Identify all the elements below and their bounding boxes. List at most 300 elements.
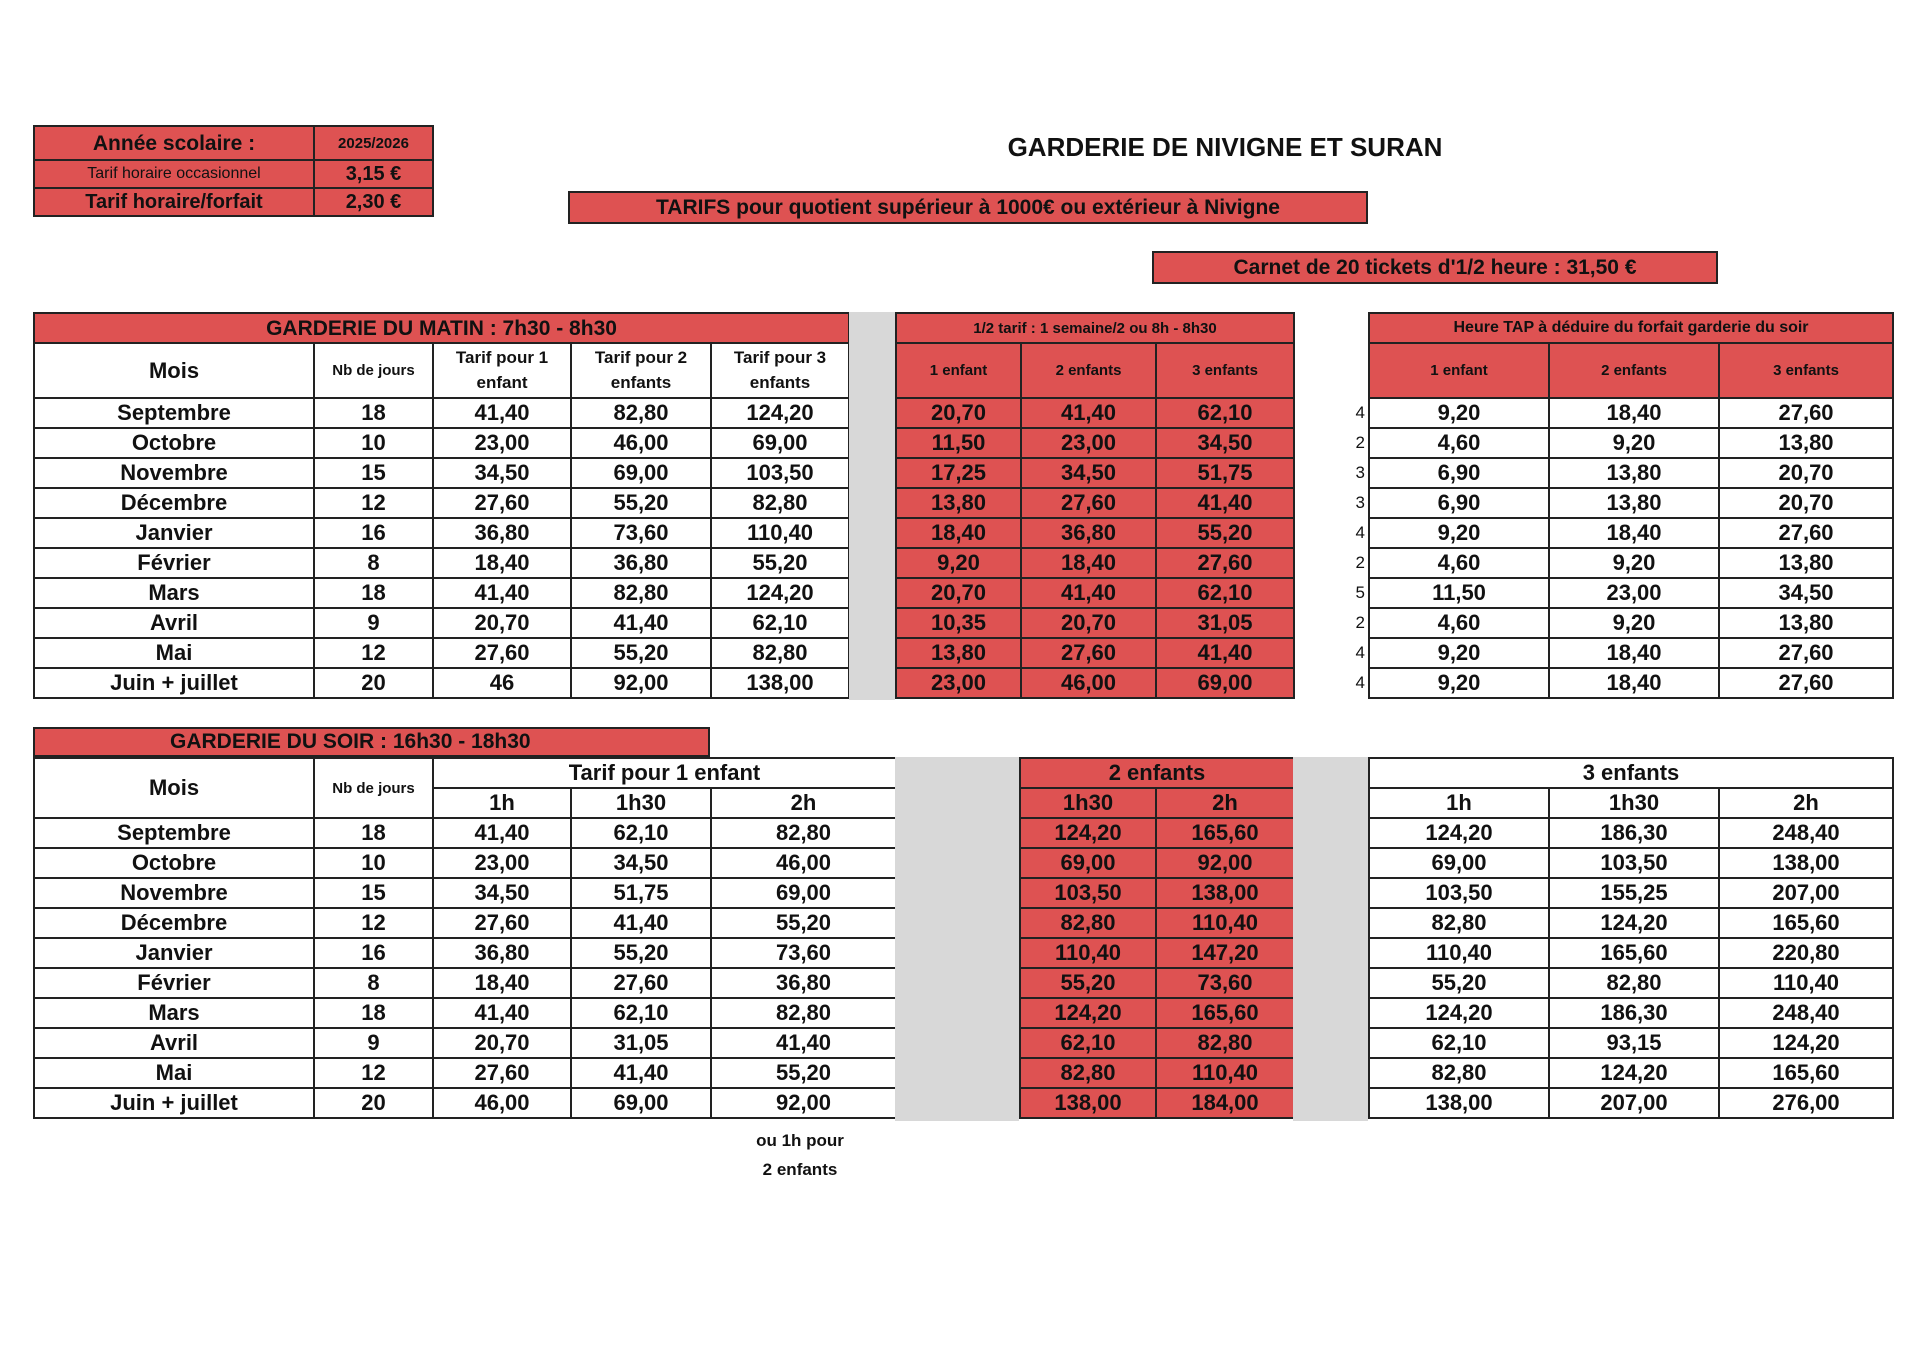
table-row xyxy=(1369,1088,1893,1118)
table-row xyxy=(896,548,1294,578)
table-cell: 18,40 xyxy=(1549,398,1719,428)
table-cell: 110,40 xyxy=(1020,938,1156,968)
table-cell: 4,60 xyxy=(1369,608,1549,638)
table-row xyxy=(34,518,849,548)
table-row xyxy=(34,938,896,968)
matin-table xyxy=(33,312,850,699)
table-cell: 41,40 xyxy=(433,578,571,608)
table-cell: 9,20 xyxy=(1549,548,1719,578)
table-cell: 36,80 xyxy=(1021,518,1156,548)
table-cell: 9 xyxy=(314,608,433,638)
tarif-occ-value: 3,15 € xyxy=(314,160,433,188)
table-row xyxy=(34,1088,896,1118)
table-cell: 27,60 xyxy=(1719,518,1893,548)
table-row xyxy=(1369,818,1893,848)
table-cell: 10 xyxy=(314,848,433,878)
table-cell: 155,25 xyxy=(1549,878,1719,908)
soir-table xyxy=(33,757,897,1119)
tap-count: 4 xyxy=(1355,523,1365,542)
tap-count: 4 xyxy=(1355,643,1365,662)
table-cell: 62,10 xyxy=(571,998,711,1028)
table-cell: 12 xyxy=(314,488,433,518)
soir3-title: 3 enfants xyxy=(1369,758,1893,788)
table-cell: 9 xyxy=(314,1028,433,1058)
table-row xyxy=(34,458,849,488)
table-cell: 276,00 xyxy=(1719,1088,1893,1118)
tap-count: 2 xyxy=(1355,433,1365,452)
table-cell: 13,80 xyxy=(1549,488,1719,518)
demi-header-3: 3 enfants xyxy=(1156,343,1294,398)
table-cell: Mars xyxy=(34,578,314,608)
table-row xyxy=(34,998,896,1028)
table-cell: 41,40 xyxy=(571,908,711,938)
table-cell: 62,10 xyxy=(711,608,849,638)
table-cell: 62,10 xyxy=(1020,1028,1156,1058)
matin-header-1: Tarif pour 1 enfant xyxy=(433,343,571,398)
table-cell: 9,20 xyxy=(1549,428,1719,458)
table-cell: 46,00 xyxy=(711,848,896,878)
table-row xyxy=(34,548,849,578)
table-cell: 138,00 xyxy=(1719,848,1893,878)
table-row xyxy=(34,908,896,938)
table-cell: 69,00 xyxy=(1369,848,1549,878)
table-cell: Avril xyxy=(34,608,314,638)
table-cell: 34,50 xyxy=(1719,578,1893,608)
table-cell: Juin + juillet xyxy=(34,668,314,698)
table-cell: Janvier xyxy=(34,938,314,968)
table-cell: 13,80 xyxy=(896,638,1021,668)
table-cell: 46,00 xyxy=(433,1088,571,1118)
table-cell: 27,60 xyxy=(433,488,571,518)
table-cell: 46,00 xyxy=(571,428,711,458)
table-cell: Mars xyxy=(34,998,314,1028)
table-row xyxy=(34,488,849,518)
table-cell: 12 xyxy=(314,1058,433,1088)
matin-header-2: Tarif pour 2 enfants xyxy=(571,343,711,398)
table-row xyxy=(34,638,849,668)
soir-title: GARDERIE DU SOIR : 16h30 - 18h30 xyxy=(33,727,710,757)
table-cell: 124,20 xyxy=(711,398,849,428)
table-cell: 124,20 xyxy=(1020,818,1156,848)
table-cell: 41,40 xyxy=(433,818,571,848)
table-row xyxy=(1369,938,1893,968)
soir2-title: 2 enfants xyxy=(1020,758,1294,788)
table-row xyxy=(1369,878,1893,908)
table-cell: 55,20 xyxy=(1020,968,1156,998)
table-row xyxy=(1369,518,1893,548)
table-cell: 55,20 xyxy=(1156,518,1294,548)
tarif-forfait-label: Tarif horaire/forfait xyxy=(34,188,314,216)
table-cell: 110,40 xyxy=(1156,908,1294,938)
table-cell: 110,40 xyxy=(711,518,849,548)
table-cell: 4,60 xyxy=(1369,548,1549,578)
table-row xyxy=(1369,1028,1893,1058)
table-cell: 11,50 xyxy=(896,428,1021,458)
demi-header-1: 1 enfant xyxy=(896,343,1021,398)
table-row xyxy=(896,488,1294,518)
table-cell: 18 xyxy=(314,998,433,1028)
soir-header-tarif1: Tarif pour 1 enfant xyxy=(433,758,896,788)
soir3-table xyxy=(1368,757,1894,1119)
table-cell: 41,40 xyxy=(1156,638,1294,668)
table-cell: 165,60 xyxy=(1156,818,1294,848)
tap-header-2: 2 enfants xyxy=(1549,343,1719,398)
subtitle-banner: TARIFS pour quotient supérieur à 1000€ ou extérieur à Nivigne xyxy=(568,191,1368,224)
table-cell: 82,80 xyxy=(1156,1028,1294,1058)
table-cell: Janvier xyxy=(34,518,314,548)
table-cell: 62,10 xyxy=(1156,578,1294,608)
table-cell: 41,40 xyxy=(1156,488,1294,518)
table-cell: 51,75 xyxy=(571,878,711,908)
table-cell: 73,60 xyxy=(711,938,896,968)
table-row xyxy=(1369,458,1893,488)
table-cell: 69,00 xyxy=(1156,668,1294,698)
table-cell: 82,80 xyxy=(1020,908,1156,938)
table-cell: 9,20 xyxy=(896,548,1021,578)
soir3-header-1h30: 1h30 xyxy=(1549,788,1719,818)
table-cell: 82,80 xyxy=(1369,908,1549,938)
table-cell: 36,80 xyxy=(571,548,711,578)
table-cell: 13,80 xyxy=(1719,428,1893,458)
table-cell: 41,40 xyxy=(433,998,571,1028)
table-cell: 165,60 xyxy=(1719,908,1893,938)
table-cell: 69,00 xyxy=(1020,848,1156,878)
table-cell: 18,40 xyxy=(1549,668,1719,698)
table-cell: 12 xyxy=(314,908,433,938)
table-cell: 124,20 xyxy=(711,578,849,608)
table-cell: 18 xyxy=(314,578,433,608)
table-cell: Mai xyxy=(34,1058,314,1088)
soir-header-1h30: 1h30 xyxy=(571,788,711,818)
table-cell: 23,00 xyxy=(433,848,571,878)
table-cell: Février xyxy=(34,548,314,578)
table-cell: 248,40 xyxy=(1719,818,1893,848)
table-row xyxy=(1369,548,1893,578)
soir-header-1h: 1h xyxy=(433,788,571,818)
table-cell: 69,00 xyxy=(571,458,711,488)
table-row xyxy=(896,518,1294,548)
table-cell: 20,70 xyxy=(1719,488,1893,518)
table-cell: 41,40 xyxy=(1021,398,1156,428)
table-cell: 103,50 xyxy=(1369,878,1549,908)
table-row xyxy=(1369,638,1893,668)
table-cell: 62,10 xyxy=(571,818,711,848)
table-cell: 82,80 xyxy=(711,488,849,518)
table-cell: 27,60 xyxy=(433,1058,571,1088)
table-row xyxy=(1020,968,1294,998)
table-cell: Décembre xyxy=(34,908,314,938)
table-row xyxy=(1369,608,1893,638)
table-cell: 20,70 xyxy=(433,1028,571,1058)
table-cell: 93,15 xyxy=(1549,1028,1719,1058)
matin-header-nb: Nb de jours xyxy=(314,343,433,398)
table-cell: 27,60 xyxy=(433,638,571,668)
tap-table xyxy=(1368,312,1894,699)
table-cell: 9,20 xyxy=(1369,638,1549,668)
table-row xyxy=(1020,1058,1294,1088)
tap-count: 3 xyxy=(1355,493,1365,512)
table-cell: 15 xyxy=(314,878,433,908)
table-cell: 36,80 xyxy=(711,968,896,998)
table-row xyxy=(34,878,896,908)
table-cell: 124,20 xyxy=(1549,1058,1719,1088)
tap-header-1: 1 enfant xyxy=(1369,343,1549,398)
table-cell: 20,70 xyxy=(1021,608,1156,638)
table-cell: 8 xyxy=(314,968,433,998)
table-cell: Octobre xyxy=(34,848,314,878)
table-cell: 41,40 xyxy=(571,608,711,638)
table-cell: Novembre xyxy=(34,458,314,488)
tap-count: 4 xyxy=(1355,673,1365,692)
table-cell: Février xyxy=(34,968,314,998)
table-cell: 34,50 xyxy=(433,458,571,488)
table-cell: 165,60 xyxy=(1156,998,1294,1028)
tap-count: 3 xyxy=(1355,463,1365,482)
soir-separator-1 xyxy=(895,757,1019,1121)
table-cell: 82,80 xyxy=(1020,1058,1156,1088)
table-cell: 23,00 xyxy=(1021,428,1156,458)
table-cell: 16 xyxy=(314,938,433,968)
table-cell: 92,00 xyxy=(711,1088,896,1118)
table-row xyxy=(1020,1028,1294,1058)
table-cell: 6,90 xyxy=(1369,488,1549,518)
table-cell: 41,40 xyxy=(433,398,571,428)
table-cell: 18,40 xyxy=(1021,548,1156,578)
table-cell: 69,00 xyxy=(571,1088,711,1118)
table-row xyxy=(896,428,1294,458)
table-cell: 20 xyxy=(314,1088,433,1118)
table-cell: 82,80 xyxy=(711,998,896,1028)
table-cell: 18,40 xyxy=(433,548,571,578)
table-cell: 13,80 xyxy=(896,488,1021,518)
table-cell: 62,10 xyxy=(1156,398,1294,428)
soir-header-nb: Nb de jours xyxy=(314,758,433,818)
demi-table xyxy=(895,312,1295,699)
table-row xyxy=(896,638,1294,668)
table-cell: 23,00 xyxy=(433,428,571,458)
table-cell: Avril xyxy=(34,1028,314,1058)
table-row xyxy=(1020,998,1294,1028)
demi-title: 1/2 tarif : 1 semaine/2 ou 8h - 8h30 xyxy=(896,313,1294,343)
table-cell: 138,00 xyxy=(711,668,849,698)
table-row xyxy=(34,968,896,998)
table-cell: 15 xyxy=(314,458,433,488)
table-row xyxy=(1369,428,1893,458)
soir3-header-2h: 2h xyxy=(1719,788,1893,818)
matin-separator xyxy=(849,312,895,700)
table-cell: 207,00 xyxy=(1719,878,1893,908)
table-cell: 82,80 xyxy=(1369,1058,1549,1088)
table-row xyxy=(1369,668,1893,698)
table-cell: 73,60 xyxy=(1156,968,1294,998)
table-cell: 27,60 xyxy=(1156,548,1294,578)
table-cell: 110,40 xyxy=(1719,968,1893,998)
table-cell: 27,60 xyxy=(1719,668,1893,698)
annee-value: 2025/2026 xyxy=(314,126,433,160)
table-cell: 55,20 xyxy=(1369,968,1549,998)
table-cell: 11,50 xyxy=(1369,578,1549,608)
soir-separator-2 xyxy=(1293,757,1368,1121)
table-row xyxy=(1020,1088,1294,1118)
soir2-header-2h: 2h xyxy=(1156,788,1294,818)
annee-label: Année scolaire : xyxy=(34,126,314,160)
table-cell: 18,40 xyxy=(1549,638,1719,668)
table-cell: 9,20 xyxy=(1549,608,1719,638)
table-cell: 186,30 xyxy=(1549,818,1719,848)
table-cell: 17,25 xyxy=(896,458,1021,488)
carnet-banner: Carnet de 20 tickets d'1/2 heure : 31,50 € xyxy=(1152,251,1718,284)
table-cell: 20,70 xyxy=(896,578,1021,608)
table-cell: 13,80 xyxy=(1719,608,1893,638)
tap-title: Heure TAP à déduire du forfait garderie du soir xyxy=(1369,313,1893,343)
table-cell: 103,50 xyxy=(1549,848,1719,878)
table-cell: 82,80 xyxy=(571,578,711,608)
table-row xyxy=(1369,848,1893,878)
table-cell: 13,80 xyxy=(1549,458,1719,488)
table-cell: 55,20 xyxy=(711,908,896,938)
table-cell: 41,40 xyxy=(711,1028,896,1058)
table-row xyxy=(34,1028,896,1058)
tap-header-3: 3 enfants xyxy=(1719,343,1893,398)
table-row xyxy=(1369,998,1893,1028)
table-cell: 18,40 xyxy=(1549,518,1719,548)
table-row xyxy=(1369,578,1893,608)
table-cell: 103,50 xyxy=(711,458,849,488)
table-cell: 82,80 xyxy=(711,818,896,848)
table-cell: 124,20 xyxy=(1369,818,1549,848)
table-row xyxy=(34,398,849,428)
soir-header-2h: 2h xyxy=(711,788,896,818)
table-cell: 10,35 xyxy=(896,608,1021,638)
table-row xyxy=(34,848,896,878)
table-row xyxy=(1369,488,1893,518)
table-cell: 9,20 xyxy=(1369,668,1549,698)
table-cell: Juin + juillet xyxy=(34,1088,314,1118)
table-cell: 55,20 xyxy=(571,938,711,968)
table-cell: 41,40 xyxy=(571,1058,711,1088)
table-cell: 18,40 xyxy=(433,968,571,998)
table-cell: 18 xyxy=(314,398,433,428)
table-row xyxy=(1369,1058,1893,1088)
table-cell: Mai xyxy=(34,638,314,668)
table-row xyxy=(1369,908,1893,938)
table-cell: 69,00 xyxy=(711,428,849,458)
table-cell: 34,50 xyxy=(1021,458,1156,488)
table-cell: 138,00 xyxy=(1020,1088,1156,1118)
table-cell: 27,60 xyxy=(1021,638,1156,668)
table-cell: 12 xyxy=(314,638,433,668)
table-cell: 27,60 xyxy=(1021,488,1156,518)
table-cell: 82,80 xyxy=(1549,968,1719,998)
table-cell: 165,60 xyxy=(1719,1058,1893,1088)
tap-count: 2 xyxy=(1355,553,1365,572)
table-cell: 20,70 xyxy=(433,608,571,638)
table-cell: 23,00 xyxy=(1549,578,1719,608)
table-cell: Septembre xyxy=(34,398,314,428)
table-cell: 46 xyxy=(433,668,571,698)
table-cell: 10 xyxy=(314,428,433,458)
table-row xyxy=(1020,908,1294,938)
table-cell: Novembre xyxy=(34,878,314,908)
table-row xyxy=(896,398,1294,428)
table-cell: 34,50 xyxy=(433,878,571,908)
table-row xyxy=(896,458,1294,488)
table-cell: 55,20 xyxy=(571,638,711,668)
table-cell: 27,60 xyxy=(571,968,711,998)
table-cell: 6,90 xyxy=(1369,458,1549,488)
table-row xyxy=(1020,938,1294,968)
soir2-table xyxy=(1019,757,1295,1119)
table-cell: 92,00 xyxy=(1156,848,1294,878)
table-cell: 31,05 xyxy=(571,1028,711,1058)
matin-header-3: Tarif pour 3 enfants xyxy=(711,343,849,398)
table-cell: Décembre xyxy=(34,488,314,518)
tap-count: 5 xyxy=(1355,583,1365,602)
table-row xyxy=(34,428,849,458)
table-cell: 41,40 xyxy=(1021,578,1156,608)
table-cell: 20,70 xyxy=(896,398,1021,428)
table-cell: 51,75 xyxy=(1156,458,1294,488)
table-cell: 16 xyxy=(314,518,433,548)
table-cell: 36,80 xyxy=(433,938,571,968)
soir-header-mois: Mois xyxy=(34,758,314,818)
table-cell: 36,80 xyxy=(433,518,571,548)
demi-header-2: 2 enfants xyxy=(1021,343,1156,398)
table-cell: 23,00 xyxy=(896,668,1021,698)
table-cell: 55,20 xyxy=(711,548,849,578)
table-row xyxy=(34,668,849,698)
matin-title: GARDERIE DU MATIN : 7h30 - 8h30 xyxy=(34,313,849,343)
table-cell: 20,70 xyxy=(1719,458,1893,488)
tap-count: 4 xyxy=(1355,403,1365,422)
table-row xyxy=(896,608,1294,638)
table-row xyxy=(34,1058,896,1088)
table-cell: 207,00 xyxy=(1549,1088,1719,1118)
table-cell: 34,50 xyxy=(1156,428,1294,458)
table-cell: 184,00 xyxy=(1156,1088,1294,1118)
table-cell: 34,50 xyxy=(571,848,711,878)
tarif-occ-label: Tarif horaire occasionnel xyxy=(34,160,314,188)
table-cell: 9,20 xyxy=(1369,518,1549,548)
table-row xyxy=(1020,878,1294,908)
table-cell: 147,20 xyxy=(1156,938,1294,968)
tap-count: 2 xyxy=(1355,613,1365,632)
table-row xyxy=(896,668,1294,698)
soir2-header-1h30: 1h30 xyxy=(1020,788,1156,818)
soir-note-line1: ou 1h pour xyxy=(756,1131,844,1150)
table-cell: 55,20 xyxy=(711,1058,896,1088)
table-cell: 13,80 xyxy=(1719,548,1893,578)
table-cell: 110,40 xyxy=(1369,938,1549,968)
table-row xyxy=(34,608,849,638)
table-cell: 27,60 xyxy=(1719,638,1893,668)
table-cell: 9,20 xyxy=(1369,398,1549,428)
table-cell: 18,40 xyxy=(896,518,1021,548)
table-cell: 18 xyxy=(314,818,433,848)
table-row xyxy=(1369,398,1893,428)
table-cell: 62,10 xyxy=(1369,1028,1549,1058)
table-row xyxy=(896,578,1294,608)
table-cell: 124,20 xyxy=(1369,998,1549,1028)
soir-note-line2: 2 enfants xyxy=(762,1160,838,1179)
table-cell: 82,80 xyxy=(711,638,849,668)
table-cell: 73,60 xyxy=(571,518,711,548)
table-cell: 138,00 xyxy=(1156,878,1294,908)
table-cell: 124,20 xyxy=(1549,908,1719,938)
table-row xyxy=(1020,848,1294,878)
table-cell: Septembre xyxy=(34,818,314,848)
table-cell: 20 xyxy=(314,668,433,698)
